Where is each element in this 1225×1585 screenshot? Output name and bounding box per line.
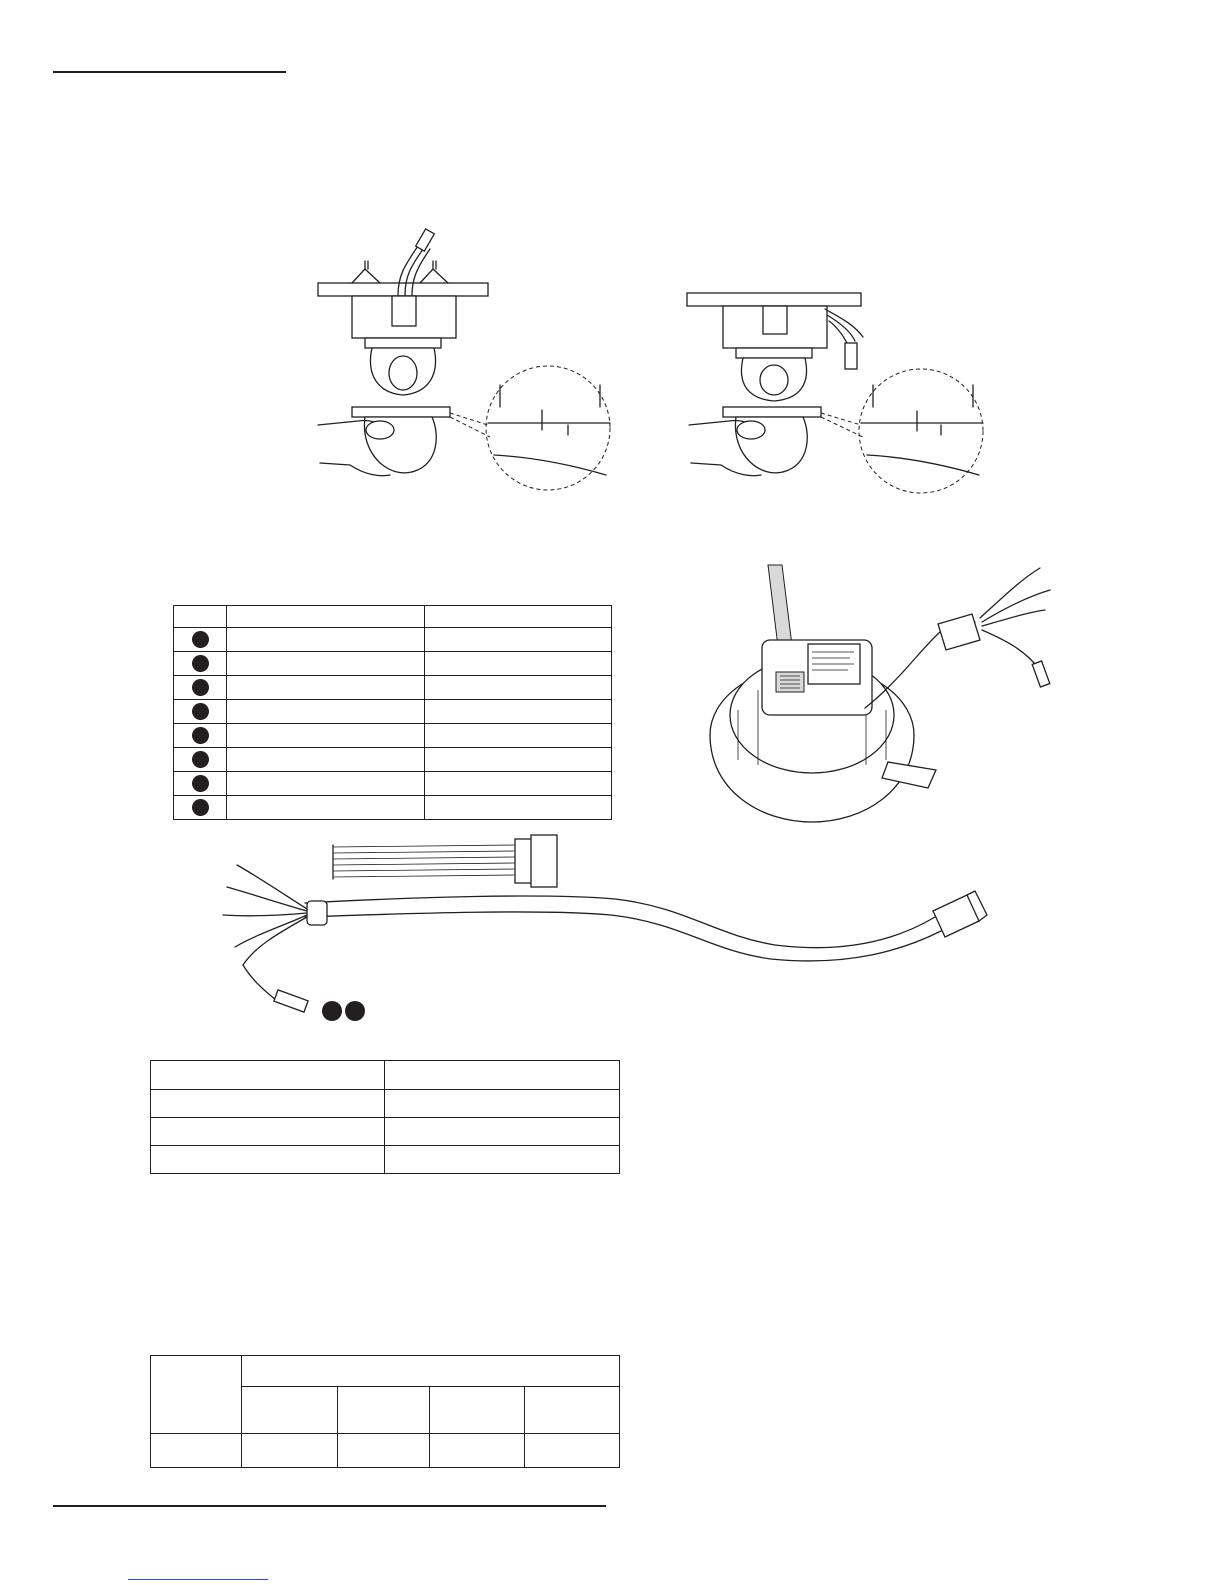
spec-table: [150, 1060, 620, 1174]
table-row: [151, 1118, 620, 1146]
table-row: [151, 1146, 620, 1174]
pin-marker: [192, 703, 209, 720]
pin-marker: [192, 679, 209, 696]
pin-marker: [192, 631, 209, 648]
pin-marker: [192, 655, 209, 672]
table-row: [174, 772, 612, 796]
table-row: [174, 724, 612, 748]
table-row: [174, 700, 612, 724]
table-row: [174, 748, 612, 772]
footer-link[interactable]: [128, 1579, 268, 1580]
pin-marker: [192, 727, 209, 744]
table-row: [174, 676, 612, 700]
cable-marker-2: [345, 1001, 365, 1021]
header-rule: [53, 71, 286, 73]
table-row: [174, 628, 612, 652]
cable-harness-figure: [215, 835, 995, 1025]
table-row: [151, 1061, 620, 1090]
footer-rule: [53, 1505, 606, 1507]
bottom-table: [150, 1355, 620, 1468]
camera-ceiling-mount-left-figure: [310, 225, 630, 505]
table-header-row: [174, 606, 612, 628]
table-row: [151, 1090, 620, 1118]
camera-dome-connector-figure: [700, 560, 1080, 830]
table-row: [151, 1434, 620, 1468]
table-row: [174, 796, 612, 820]
pin-marker: [192, 751, 209, 768]
camera-ceiling-mount-right-figure: [685, 225, 1005, 505]
pin-marker: [192, 799, 209, 816]
pin-marker: [192, 775, 209, 792]
table-row: [174, 652, 612, 676]
pin-table: [173, 605, 612, 820]
table-header-row: [151, 1356, 620, 1387]
cable-marker-1: [322, 1001, 342, 1021]
